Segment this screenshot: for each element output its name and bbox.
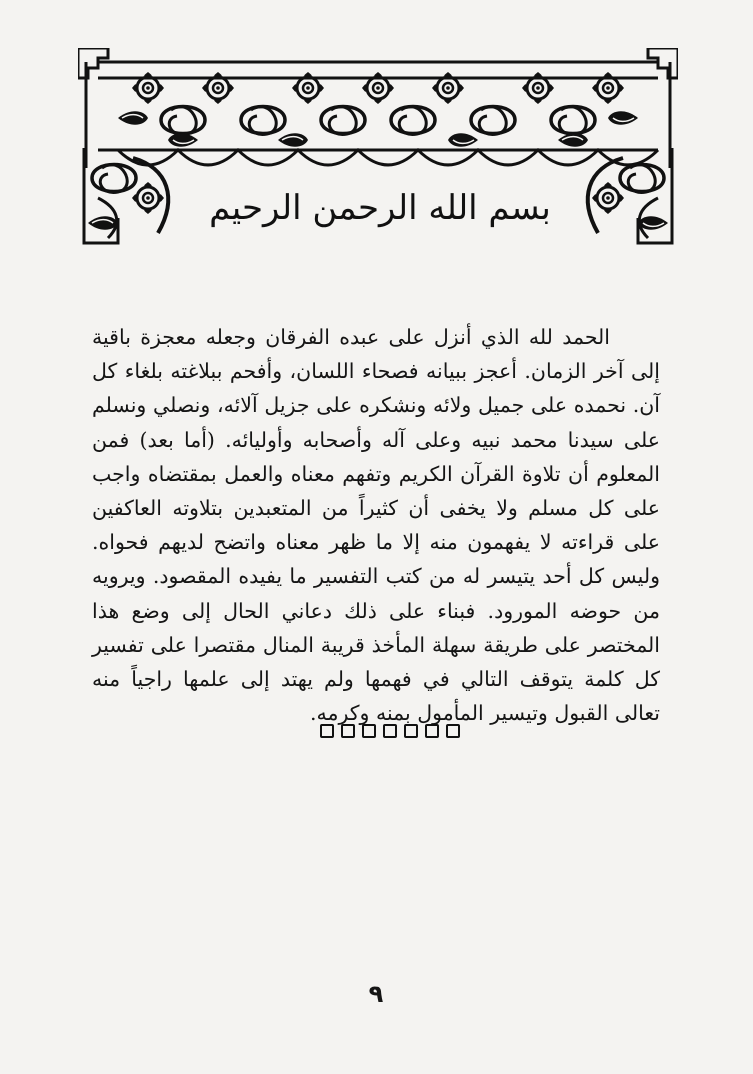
section-separator <box>320 724 460 744</box>
separator-square-icon <box>446 724 460 738</box>
separator-square-icon <box>320 724 334 738</box>
introduction-paragraph <box>92 320 660 730</box>
basmala-heading: بسم الله الرحمن الرحيم <box>209 188 551 228</box>
separator-square-icon <box>383 724 397 738</box>
paragraph-text: الحمد لله الذي أنزل على عبده الفرقان وجعله معجزة باقية إلى آخر الزمان. أعجز ببيانه فصحاء اللسان، وأفحم ببلاغته بلغاء كل آن. نحمده على جميل ولائه ونشكره على جزيل آلائه، ونصلي ونسلم على سيدنا محمد نبيه وعلى آله وأصحابه وأوليائه. (أما بعد) فمن المعلوم أن تلاوة القرآن الكريم وتفهم معناه والعمل بمقتضاه واجب على كل مسلم ولا يخفى أن كثيراً من المتعبدين بتلاوته العاكفين على قراءته لا يفهمون منه إلا ما ظهر معناه واتضح لديهم فحواه. وليس كل أحد يتيسر له من كتب التفسير ما يفيده المقصود. ويرويه من حوضه المورود. فبناء على ذلك دعاني الحال إلى وضع هذا المختصر على طريقة سهلة المأخذ قريبة المنال مقتصرا على تفسير كل كلمة يتوقف التالي في فهمها ولم يهتد إلى علمها راجياً منه تعالى القبول وتيسير المأمول بمنه وكرمه. <box>92 325 660 726</box>
page-number: ٩ <box>368 980 384 1008</box>
separator-square-icon <box>404 724 418 738</box>
separator-square-icon <box>341 724 355 738</box>
separator-square-icon <box>425 724 439 738</box>
separator-square-icon <box>362 724 376 738</box>
